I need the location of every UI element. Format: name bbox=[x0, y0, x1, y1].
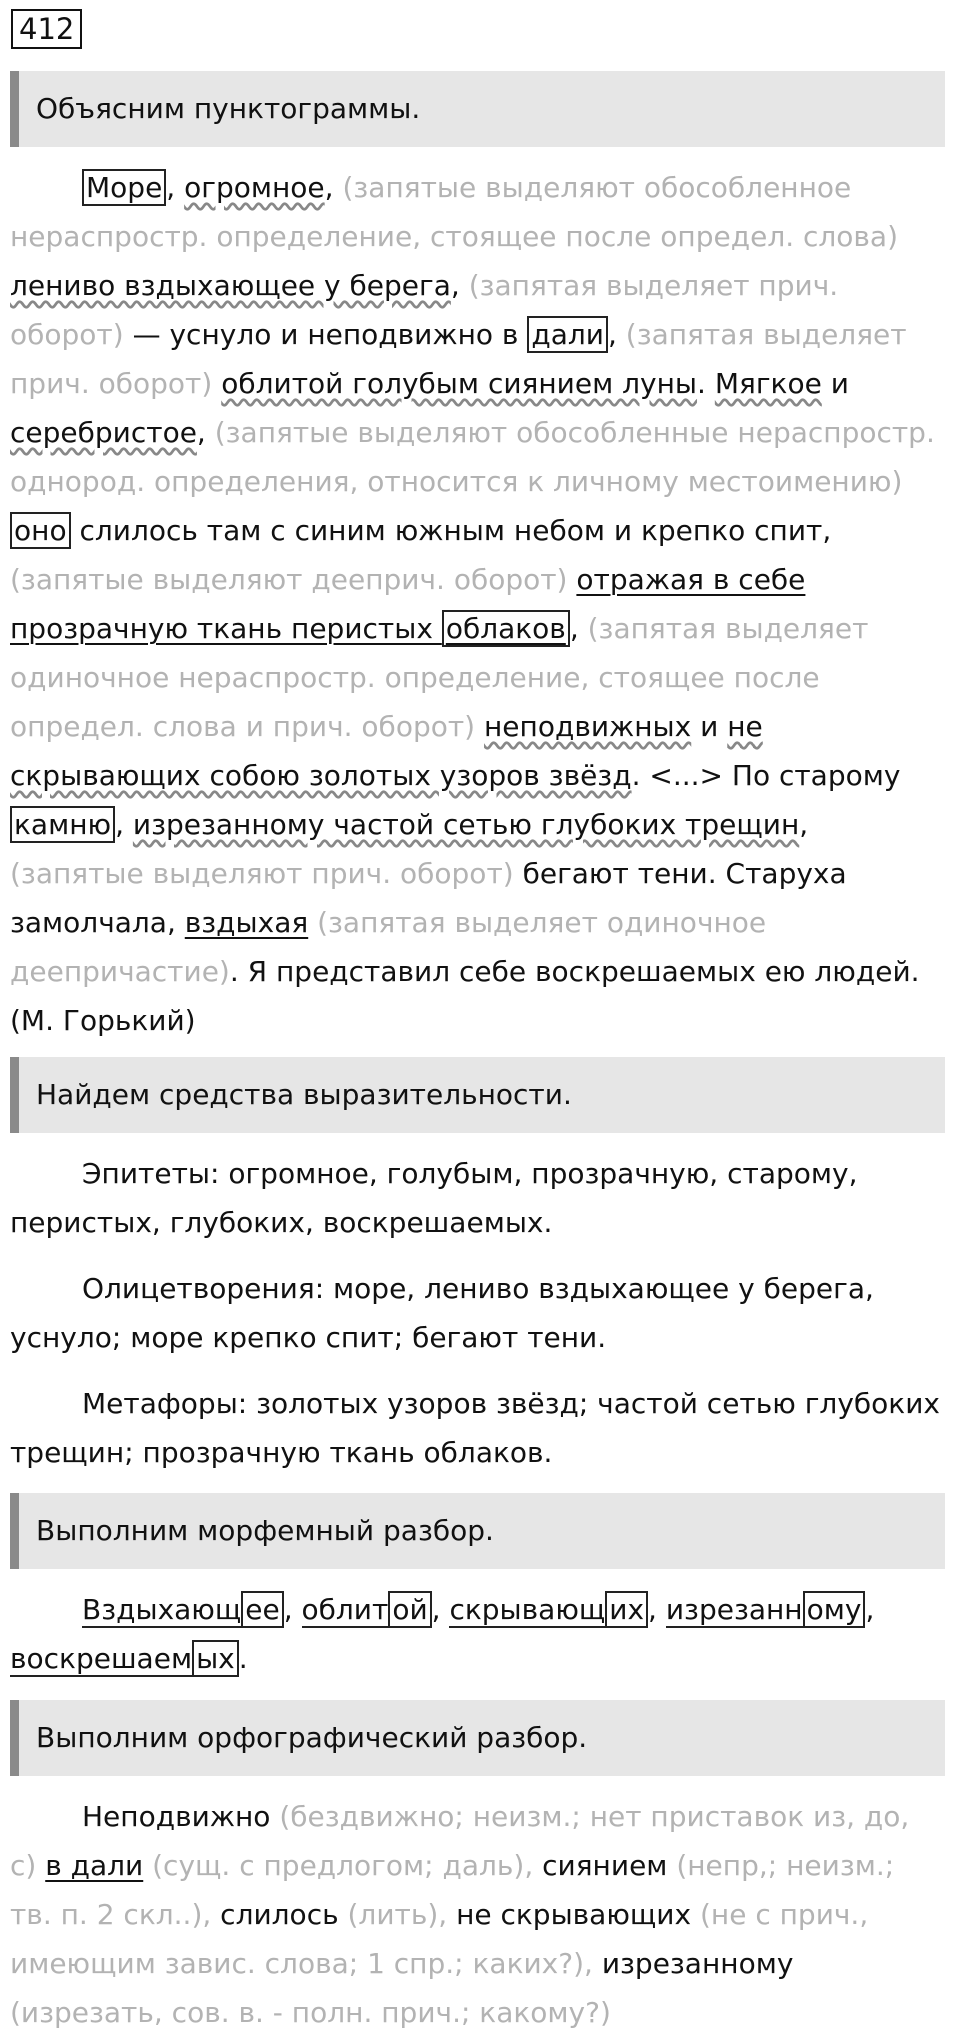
participial-phrase: изрезанному частой сетью глубоких трещин bbox=[132, 808, 800, 841]
section-header-morphemic: Выполним морфемный разбор. bbox=[10, 1493, 945, 1569]
t: . bbox=[238, 1642, 248, 1675]
comment: (запятые выделяют прич. оборот) bbox=[10, 857, 514, 890]
t: , bbox=[115, 808, 133, 841]
word-stem: воскрешаем bbox=[10, 1642, 193, 1675]
t: , bbox=[324, 171, 343, 204]
t: . <...> По старому bbox=[631, 759, 901, 792]
t: и bbox=[691, 710, 728, 743]
pronoun-box: оно bbox=[10, 512, 71, 549]
t: — уснуло и неподвижно в bbox=[123, 318, 528, 351]
word-ending: их bbox=[605, 1591, 648, 1628]
participial-phrase: облитой голубым сиянием луны bbox=[221, 367, 698, 400]
morphemic-analysis bbox=[10, 1585, 940, 1683]
definition: огромное bbox=[184, 171, 325, 204]
t: . bbox=[697, 367, 715, 400]
analyzed-word: Неподвижно bbox=[82, 1800, 271, 1833]
analyzed-word: сиянием bbox=[542, 1849, 668, 1882]
comment: (лить), bbox=[338, 1898, 457, 1931]
t: , bbox=[799, 808, 809, 841]
comment: (запятые выделяют обособленные нераспростр. однород. определения, относится к личному местоимению) bbox=[10, 416, 935, 498]
paragraph-epithets bbox=[10, 1149, 940, 1247]
comment: (запятая выделяет прич. оборот) bbox=[10, 269, 839, 351]
gerund: вздыхая bbox=[184, 906, 309, 939]
t bbox=[308, 906, 317, 939]
metaphors-text: Метафоры: золотых узоров звёзд; частой сетью глубоких трещин; прозрачную ткань облаков. bbox=[10, 1387, 940, 1469]
comment: (сущ. с предлогом; даль), bbox=[143, 1849, 543, 1882]
noun-box: дали bbox=[527, 316, 608, 353]
t: , bbox=[865, 1593, 875, 1626]
word-ending: ому bbox=[803, 1591, 866, 1628]
t: отражая в себе прозрачную ткань перистых bbox=[10, 563, 806, 645]
word-stem: скрывающ bbox=[449, 1593, 606, 1626]
analyzed-word: изрезанному bbox=[601, 1947, 794, 1980]
comment: (бездвижно; неизм.; нет приставок из, до, с) bbox=[10, 1800, 910, 1882]
t: , bbox=[166, 171, 185, 204]
analyzed-word: слилось bbox=[220, 1898, 339, 1931]
comment: (запятая выделяет одиночное нераспростр. определение, стоящее после определ. слова и прич. оборот) bbox=[10, 612, 869, 743]
t: и bbox=[821, 367, 849, 400]
definition: Мягкое bbox=[714, 367, 822, 400]
paragraph-punctuation-analysis bbox=[10, 163, 940, 1045]
paragraph-metaphors bbox=[10, 1379, 940, 1477]
word-stem: Вздыхающ bbox=[82, 1593, 242, 1626]
t: , bbox=[450, 269, 469, 302]
comment: (запятые выделяют обособленное нераспростр. определение, стоящее после определ. слова) bbox=[10, 171, 899, 253]
epithets-text: Эпитеты: огромное, голубым, прозрачную, старому, перистых, глубоких, воскрешаемых. bbox=[10, 1157, 858, 1239]
t bbox=[212, 367, 221, 400]
t: , bbox=[196, 416, 215, 449]
personifications-text: Олицетворения: море, лениво вздыхающее у берега, уснуло; море крепко спит; бегают тени. bbox=[10, 1272, 874, 1354]
t: , bbox=[607, 318, 626, 351]
definition: неподвижных bbox=[484, 710, 692, 743]
participial-phrase: лениво вздыхающее у берега bbox=[10, 269, 451, 302]
t: слилось там с синим южным небом и крепко спит, bbox=[70, 514, 832, 547]
section-header-punctuation: Объясним пунктограммы. bbox=[10, 71, 945, 147]
participial-phrase: не скрывающих собою золотых узоров звёзд bbox=[10, 710, 763, 792]
word-ending: ой bbox=[388, 1591, 431, 1628]
word-stem: облит bbox=[301, 1593, 389, 1626]
t: , bbox=[431, 1593, 450, 1626]
section-header-orthographic: Выполним орфографический разбор. bbox=[10, 1700, 945, 1776]
word-stem: изрезанн bbox=[665, 1593, 803, 1626]
comment: (запятая выделяет прич. оборот) bbox=[10, 318, 907, 400]
t bbox=[475, 710, 484, 743]
noun-box: облаков bbox=[442, 610, 570, 647]
paragraph-personifications bbox=[10, 1264, 940, 1362]
t: . Я представил себе воскрешаемых ею людей. (М. Горький) bbox=[10, 955, 920, 1037]
definition: серебристое bbox=[10, 416, 197, 449]
t: , bbox=[569, 612, 588, 645]
section-header-expressive-means: Найдем средства выразительности. bbox=[10, 1057, 945, 1133]
t: , bbox=[283, 1593, 302, 1626]
t: бегают тени. Старуха замолчала, bbox=[10, 857, 847, 939]
subject-word: Море bbox=[82, 169, 166, 206]
analyzed-word: в дали bbox=[45, 1849, 144, 1882]
comment: (запятые выделяют дееприч. оборот) bbox=[10, 563, 568, 596]
comment: (не с прич., имеющим завис. слова; 1 спр.; каких?), bbox=[10, 1898, 869, 1980]
word-ending: ее bbox=[241, 1591, 283, 1628]
noun-box: камню bbox=[10, 806, 115, 843]
orthographic-analysis bbox=[10, 1792, 940, 2037]
comment: (изрезать, сов. в. - полн. прич.; какому?) bbox=[10, 1996, 611, 2029]
task-number: 412 bbox=[11, 9, 82, 49]
t: , bbox=[648, 1593, 666, 1626]
comment: (запятая выделяет одиночное деепричастие) bbox=[10, 906, 767, 988]
analyzed-word: не скрывающих bbox=[456, 1898, 692, 1931]
word-ending: ых bbox=[192, 1640, 239, 1677]
comment: (непр,; неизм.; тв. п. 2 скл..), bbox=[10, 1849, 895, 1931]
